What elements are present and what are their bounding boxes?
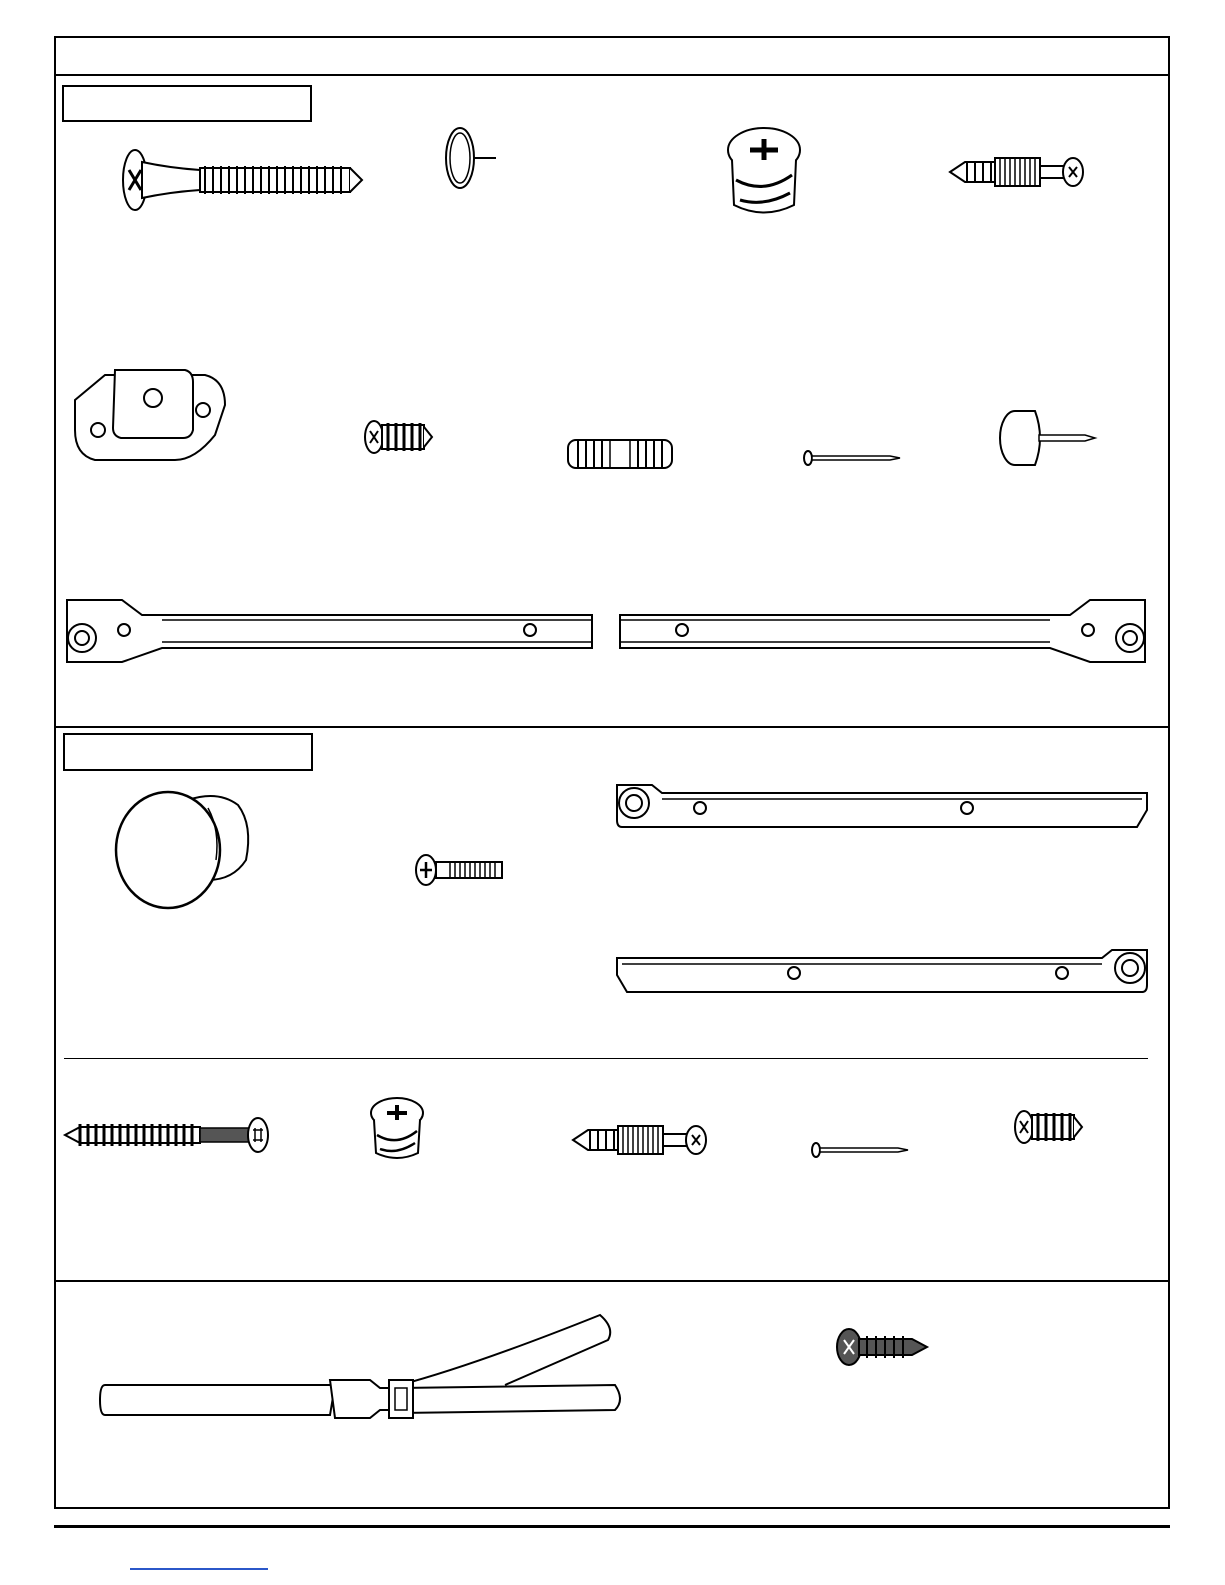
cam-lock-small-icon [365,1095,430,1167]
cam-dowel-icon [945,150,1095,195]
section-divider-2 [54,1280,1170,1282]
section-a-label [62,85,312,122]
nail-icon [800,448,905,468]
cam-dowel-small-icon [568,1120,713,1160]
wall-screw-icon [832,1322,932,1372]
short-euro-screw-small-icon [1010,1105,1090,1150]
drawer-runner-left-icon [62,590,597,670]
long-wood-screw-icon [60,1110,275,1160]
small-nail-icon [808,1140,913,1160]
subsection-divider [64,1058,1148,1059]
short-euro-screw-icon [360,415,440,460]
cabinet-rail-top-icon [612,775,1152,835]
footer-rule [54,1525,1170,1528]
drawer-knob-icon [108,780,258,915]
flat-head-tack-icon [440,125,510,195]
drawer-runner-right-icon [615,590,1150,670]
section-b-label [63,733,313,771]
machine-screw-icon [410,850,510,890]
wood-dowel-icon [560,432,680,477]
section-divider-1 [54,726,1170,728]
cabinet-rail-bottom-icon [612,940,1152,1000]
footer-link-underline[interactable] [130,1568,268,1570]
cam-lock-icon [720,125,810,225]
shelf-support-bracket-icon [65,360,235,470]
parts-sheet-frame [54,36,1170,1509]
header-divider [54,74,1170,76]
anti-tip-strap-icon [95,1310,635,1435]
glide-tack-icon [995,405,1100,470]
long-connector-bolt-icon [110,140,370,220]
